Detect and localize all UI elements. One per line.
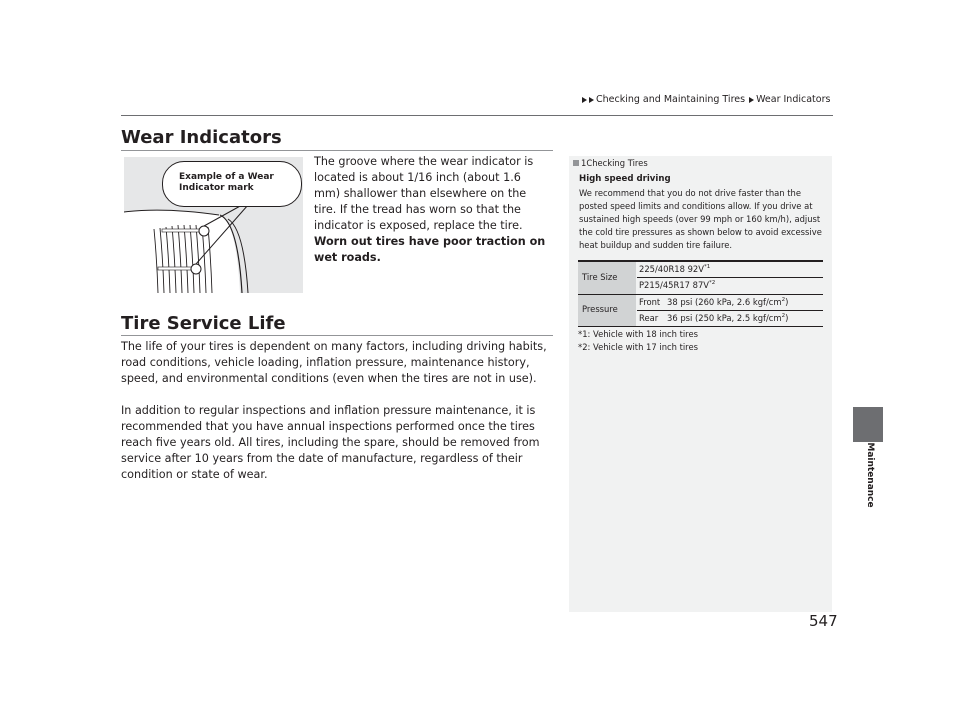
- rear-pressure-value: 36 psi (250 kPa, 2.5 kgf/$cm^2$): [667, 313, 789, 323]
- tire-size-label: Tire Size: [582, 272, 618, 282]
- section-tab-text: Maintenance: [865, 442, 875, 508]
- tire-size-17: P215/45R17 $87V^{*2}$: [639, 280, 716, 290]
- panel-description: We recommend that you do not drive faster than the posted speed limits and conditions allow. If you drive at sustained high speeds (over 99 mph or 160 km/h), adjust the cold tire pressures as shown below to avoid excessive heat buildup and sudden tire failure.: [579, 188, 822, 250]
- wear-description-text: The groove where the wear indicator is located is about 1/16 inch (about 1.6 mm) shallower than elsewhere on the tire. If the tread has worn so that the indicator is exposed, replace the tire.: [314, 155, 534, 232]
- wear-description-warning: Worn out tires have poor traction on wet roads.: [314, 235, 546, 264]
- page-number: 547: [809, 612, 838, 630]
- tire-pressure-table: [578, 260, 823, 326]
- pressure-label: Pressure: [582, 304, 618, 314]
- panel-heading: Checking Tires: [586, 158, 648, 168]
- row-rule: [578, 294, 823, 295]
- tire-life-heading-rule: [121, 335, 553, 336]
- wear-indicator-description: [314, 154, 550, 266]
- tire-life-paragraph-1: The life of your tires is dependent on many factors, including driving habits, road conditions, vehicle loading, inflation pressure, maintenance history, speed, and environmental conditions (even when the tires are not in use).: [121, 340, 547, 385]
- header-rule: [121, 115, 833, 116]
- notes-panel: [569, 156, 832, 612]
- breadcrumb-item-wear-indicators[interactable]: Wear Indicators: [756, 94, 831, 105]
- rear-label: Rear: [639, 313, 659, 323]
- panel-reference[interactable]: [573, 158, 648, 168]
- wear-indicators-heading: Wear Indicators: [121, 127, 282, 148]
- breadcrumb-item-checking-tires[interactable]: Checking and Maintaining Tires: [596, 94, 746, 105]
- row-rule: [637, 277, 823, 278]
- tire-size-18: 225/40R18 $92V^{*1}$: [639, 264, 711, 274]
- callout-line-1: Example of a Wear: [179, 172, 274, 182]
- reference-number: 1: [581, 158, 587, 168]
- image-callout-label: [179, 172, 274, 194]
- wear-heading-rule: [121, 150, 553, 151]
- callout-line-2: Indicator mark: [179, 183, 254, 193]
- breadcrumb-arrow-icon: [582, 97, 587, 103]
- footnote-1: *1: Vehicle with 18 inch tires: [578, 329, 698, 339]
- image-callout: [162, 161, 302, 207]
- breadcrumb: [582, 94, 834, 105]
- front-label: Front: [639, 297, 661, 307]
- tire-life-paragraph-2: In addition to regular inspections and inflation pressure maintenance, it is recommended that you have annual inspections performed once the tires reach five years old. All tires, including the spare, should be removed from service after 10 years from the date of manufacture, regardless of their condition or state of wear.: [121, 404, 540, 481]
- breadcrumb-arrow-icon: [589, 97, 594, 103]
- row-rule: [637, 310, 823, 311]
- panel-subheading: High speed driving: [579, 174, 671, 184]
- tire-service-life-heading: Tire Service Life: [121, 313, 286, 334]
- footnote-2: *2: Vehicle with 17 inch tires: [578, 342, 698, 352]
- front-pressure-value: 38 psi (260 kPa, 2.6 kgf/$cm^2$): [667, 297, 789, 307]
- section-tab-label[interactable]: [855, 442, 885, 508]
- breadcrumb-arrow-icon: [749, 97, 754, 103]
- table-bottom-rule: [578, 326, 823, 327]
- section-tab-marker[interactable]: [853, 407, 883, 442]
- reference-marker-icon: [573, 160, 579, 166]
